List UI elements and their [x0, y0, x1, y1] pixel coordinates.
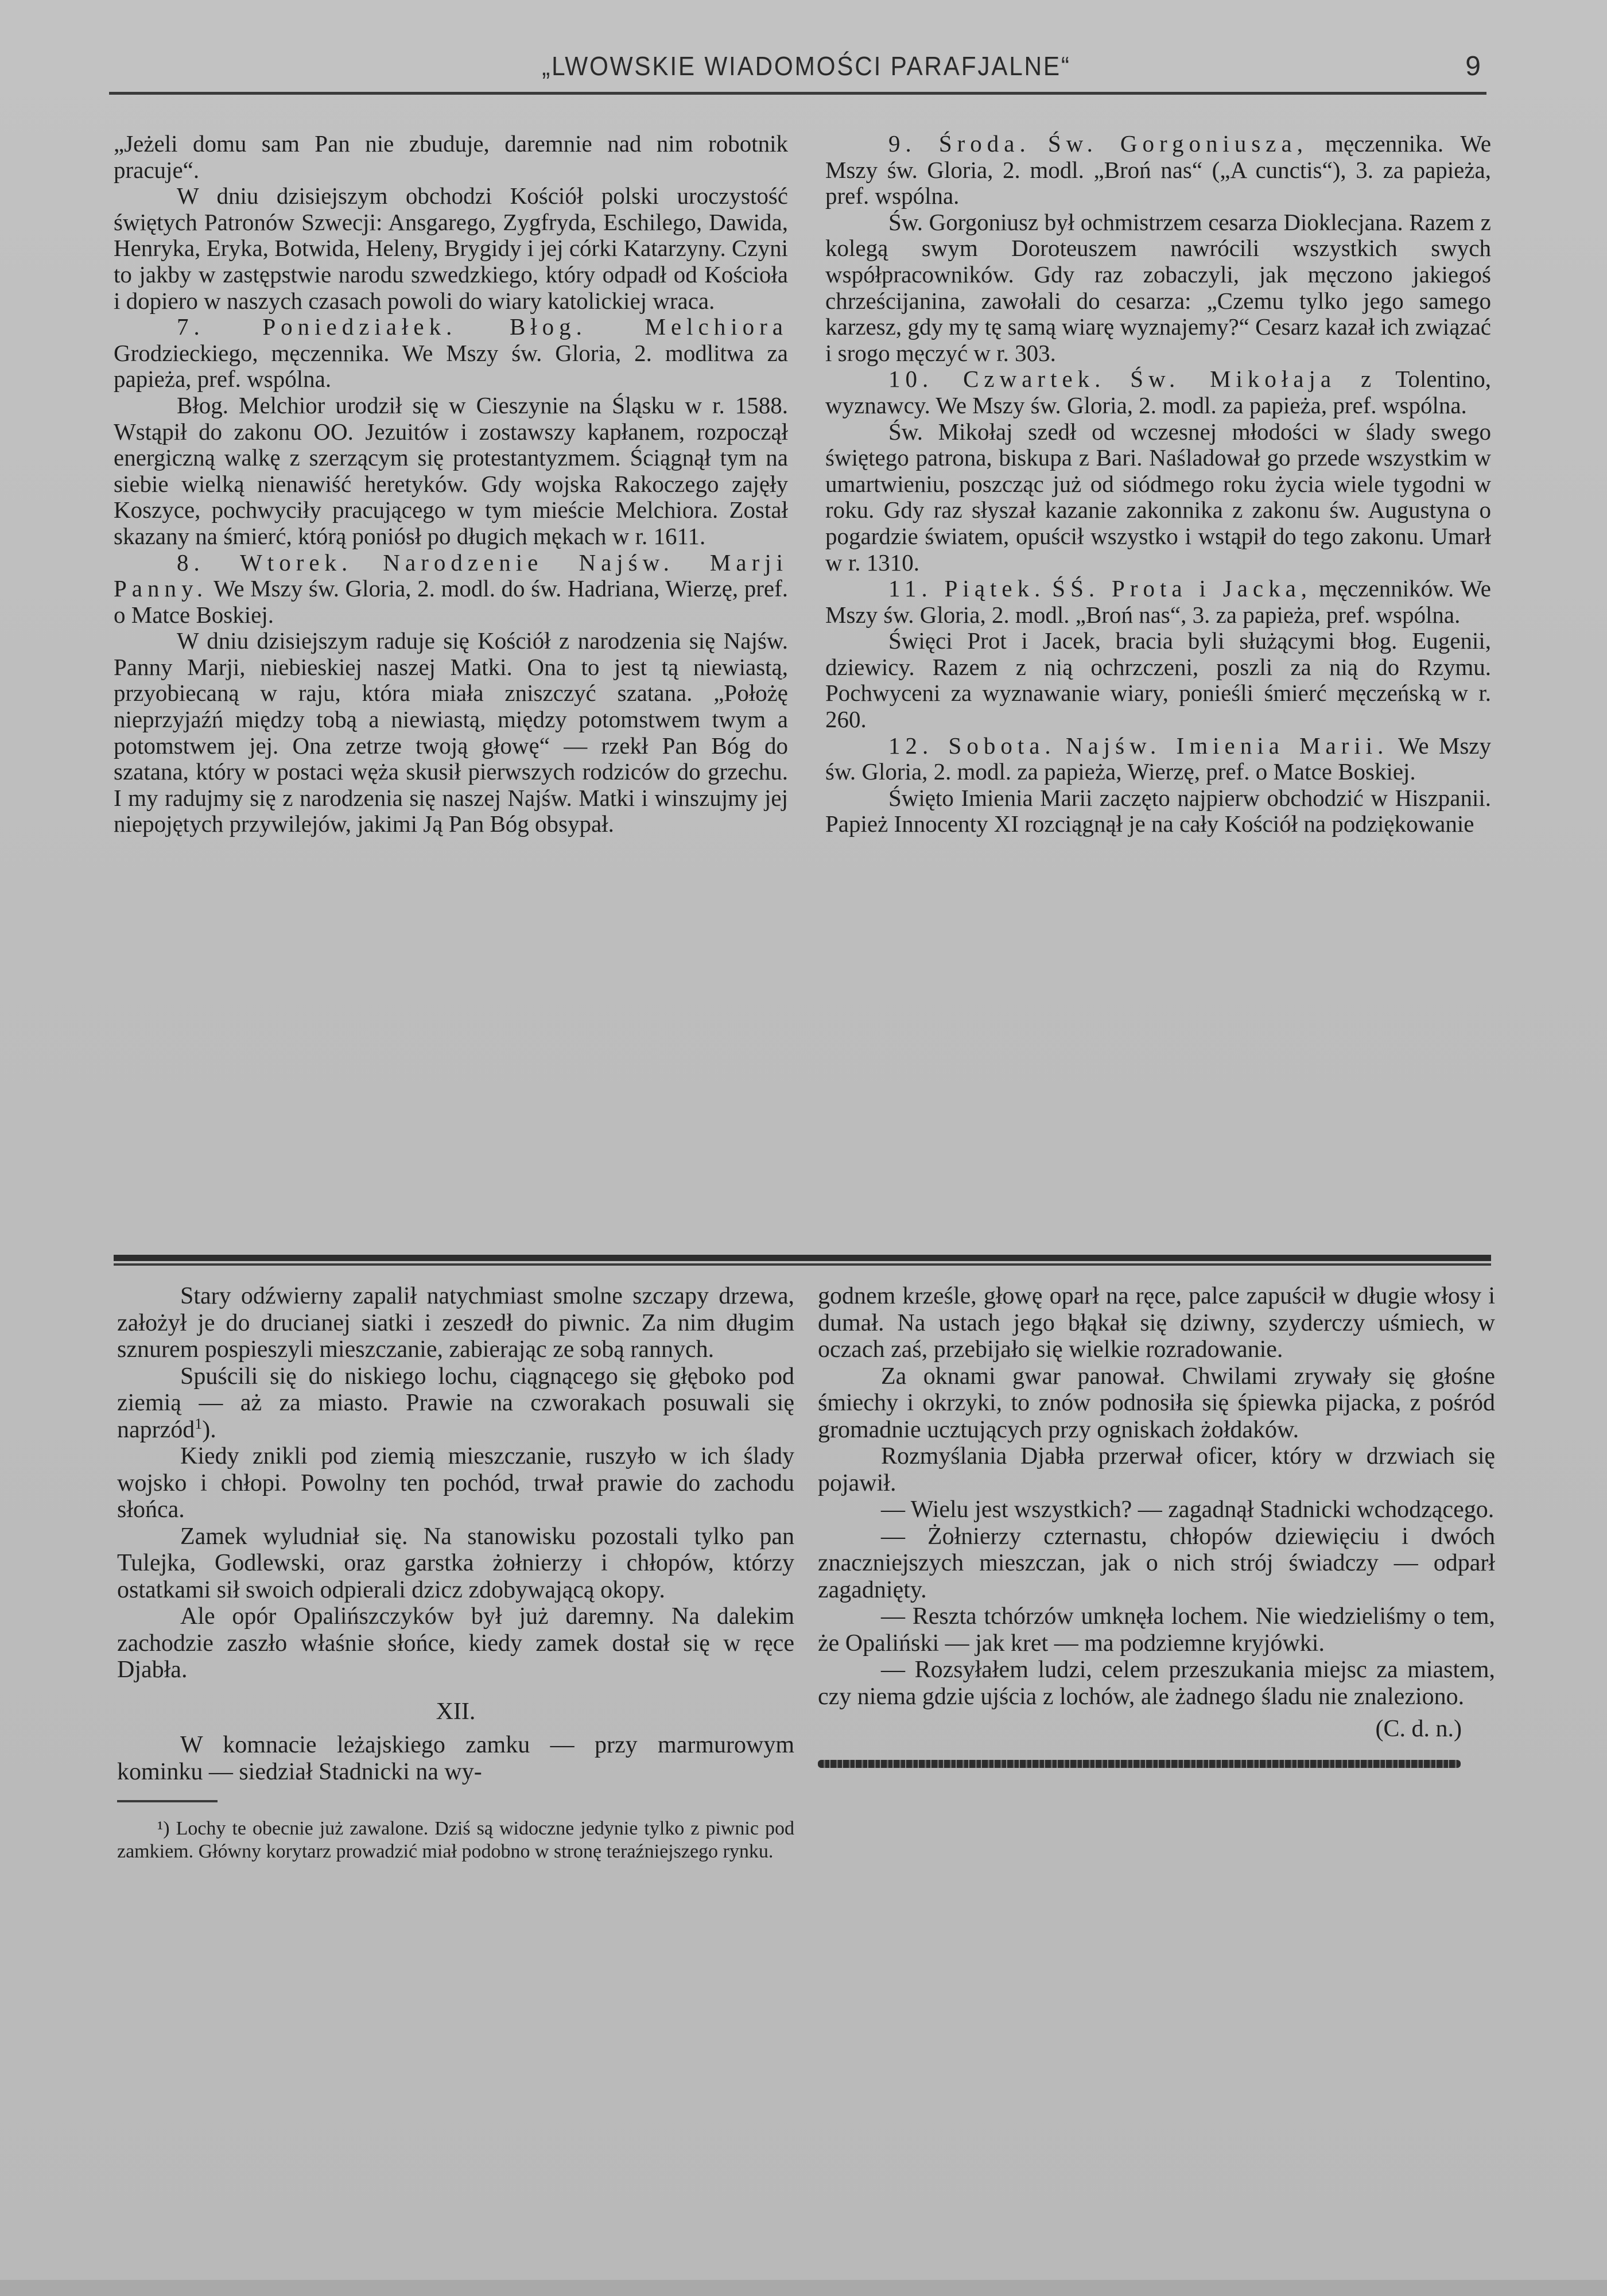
- entry-text: Grodzieckiego, męczennika. We Mszy św. Gloria, 2. modlitwa za papieża, pref. wspólna.: [114, 339, 788, 393]
- quote-paragraph: „Jeżeli domu sam Pan nie zbuduje, daremnie nad nim robotnik pracuje“.: [114, 130, 788, 183]
- feast-paragraph: W dniu dzisiejszym obchodzi Kościół polski uroczystość świętych Patronów Szwecji: Ansgarego, Zygfryda, Eschilego, Dawida, Henryka, Eryka, Botwida, Heleny, Brygidy i jej córki Katarzyny. Czyni to jakby w zastępstwie narodu szwedzkiego, który odpadł od Kościoła i dopiero w naszych czasach powoli do wiary katolickiej wraca.: [114, 183, 788, 314]
- publication-title: „LWOWSKIE WIADOMOŚCI PARAFJALNE“: [542, 51, 1071, 81]
- saint-label: Św. Mikołaja: [1130, 366, 1337, 393]
- dialogue-line: — Żołnierzy czternastu, chłopów dziewięciu i dwóch znaczniejszych mieszczan, jak o nich strój świadczy — odparł zagadnięty.: [818, 1523, 1495, 1603]
- story-right-column: [818, 1283, 1495, 1768]
- calendar-entry: [114, 550, 788, 629]
- day-label: 7. Poniedziałek.: [177, 313, 457, 340]
- saint-biography: Św. Mikołaj szedł od wczesnej młodości w ślady swego świętego patrona, biskupa z Bari. Naśladował go przede wszystkim w umartwieniu, poszcząc już od siódmego roku życia wiele tygodni w roku. Gdy raz słyszał kazanie zakonnika z zakonu św. Augustyna o pogardzie światem, opuścił wszystko i wstąpił do tego zakonu. Umarł w r. 1310.: [825, 418, 1491, 576]
- page-number: 9: [1465, 51, 1481, 82]
- ornamental-border: [818, 1760, 1461, 1768]
- footnote-rule: [117, 1800, 218, 1802]
- story-paragraph: Kiedy znikli pod ziemią mieszczanie, ruszyło w ich ślady wojsko i chłopi. Powolny ten pochód, trwał prawie do zachodu słońca.: [117, 1443, 794, 1523]
- calendar-left-column: [114, 131, 788, 837]
- calendar-entry: [825, 733, 1491, 785]
- to-be-continued: (C. d. n.): [1375, 1716, 1462, 1742]
- separator-thick-line: [114, 1255, 1491, 1261]
- dialogue-line: — Reszta tchórzów umknęła lochem. Nie wiedzieliśmy o tem, że Opaliński — jak kret — ma podziemne kryjówki.: [818, 1603, 1495, 1657]
- entry-text: We Mszy św. Gloria, 2. modl. za papieża, Wierzę, pref. o Matce Boskiej.: [825, 732, 1491, 785]
- footnote-body: Lochy te obecnie już zawalone. Dziś są widoczne jedynie tylko z piwnic pod zamkiem. Główny korytarz prowadzić miał podobno w stronę teraźniejszego rynku.: [117, 1818, 795, 1862]
- separator-thin-line: [114, 1263, 1491, 1266]
- entry-text: męczenników. We Mszy św. Gloria, 2. modl. „Broń nas“, 3. za papieża, pref. wspólna.: [825, 575, 1491, 628]
- calendar-entry: [825, 576, 1491, 628]
- saint-biography: Święci Prot i Jacek, bracia byli służącymi błog. Eugenii, dziewicy. Razem z nią ochrzczeni, poszli za nią do Rzymu. Pochwyceni za wyznawanie wiary, ponieśli śmierć męczeńską w r. 260.: [825, 627, 1491, 733]
- story-paragraph: Zamek wyludniał się. Na stanowisku pozostali tylko pan Tulejka, Godlewski, oraz garstka żołnierzy i chłopów, którzy ostatkami sił swoich odpierali dzicz zdobywającą okopy.: [117, 1523, 794, 1603]
- entry-text: z Tolentino, wyznawcy. We Mszy św. Gloria, 2. modl. za papieża, pref. wspólna.: [825, 366, 1492, 418]
- calendar-right-column: [825, 131, 1491, 837]
- calendar-entry: [114, 314, 788, 393]
- story-paragraph: Stary odźwierny zapalił natychmiast smolne szczapy drzewa, założył je do drucianej siatki i zeszedł do piwnic. Za nim długim sznurem pospieszyli mieszczanie, zabierając ze sobą rannych.: [117, 1283, 794, 1363]
- day-label: 8. Wtorek.: [177, 549, 353, 576]
- saint-label: Św. Gorgoniusza,: [1047, 130, 1308, 157]
- saint-biography: Św. Gorgoniusz był ochmistrzem cesarza Dioklecjana. Razem z kolegą swym Doroteuszem nawrócili wszystkich swych współpracowników. Gdy raz zobaczyli, jak męczono jakiegoś chrześcijanina, zawołali do cesarza: „Czemu tylko jego samego karzesz, gdy my tę samą wiarę wyznajemy?“ Cesarz kazał ich związać i srogo męczyć w r. 303.: [825, 208, 1491, 366]
- entry-text: We Mszy św. Gloria, 2. modl. do św. Hadriana, Wierzę, pref. o Matce Boskiej.: [114, 575, 788, 628]
- story-paragraph: Za oknami gwar panował. Chwilami zrywały się głośne śmiechy i okrzyki, to znów podnosiła się śpiewka pijacka, z pośród gromadnie ucztujących przy ogniskach żołdaków.: [818, 1363, 1495, 1443]
- story-paragraph: [117, 1363, 794, 1444]
- dialogue-line: — Rozsyłałem ludzi, celem przeszukania miejsc za miastem, czy niema gdzie ujścia z lochów, ale żadnego śladu nie znaleziono.: [818, 1657, 1495, 1710]
- paragraph-tail: ).: [202, 1416, 216, 1443]
- paragraph-text: Spuścili się do niskiego lochu, ciągnącego się głęboko pod ziemią — aż za miasto. Prawie na czworakach posuwali się naprzód: [117, 1363, 794, 1443]
- day-label: 12. Sobota.: [888, 732, 1056, 759]
- saint-label: Błog. Melchiora: [509, 313, 788, 340]
- feast-paragraph: W dniu dzisiejszym raduje się Kościół z narodzenia się Najśw. Panny Marji, niebieskiej naszej Matki. Ona to jest tą niewiastą, przyobiecaną w raju, która miała zniszczyć szatana. „Położę nieprzyjaźń między tobą a niewiastą, między potomstwem twym a potomstwem jej. Ona zetrze twoją głowę“ — rzekł Pan Bóg do szatana, który w postaci węża skusił pierwszych rodziców do grzechu. I my radujmy się z narodzenia się naszej Najśw. Matki i winszujmy jej niepojętych przywilejów, jakimi Ją Pan Bóg obsypał.: [114, 627, 788, 837]
- footnote-reference[interactable]: 1: [195, 1415, 203, 1432]
- footnote-text: [117, 1817, 794, 1863]
- chapter-heading: XII.: [436, 1698, 476, 1725]
- day-label: 10. Czwartek.: [888, 366, 1106, 393]
- day-label: 11. Piątek.: [888, 575, 1046, 602]
- dialogue-line: — Wielu jest wszystkich? — zagadnął Stadnicki wchodzącego.: [881, 1496, 1495, 1523]
- calendar-entry: [825, 131, 1491, 210]
- saint-biography: Błog. Melchior urodził się w Cieszynie na Śląsku w r. 1588. Wstąpił do zakonu OO. Jezuitów i zostawszy kapłanem, rozpoczął energiczną walkę z szerzącym się protestantyzmem. Ściągnął tym na siebie wielką nienawiść heretyków. Gdy wojska Rakoczego zajęły Koszyce, pochwyciły pracującego w tym mieście Melchiora. Został skazany na śmierć, którą poniósł po długich mękach w r. 1611.: [114, 391, 788, 549]
- story-paragraph: W komnacie leżajskiego zamku — przy marmurowym kominku — siedział Stadnicki na wy-: [117, 1732, 794, 1785]
- footnote-marker: ¹): [157, 1818, 170, 1839]
- footnote: [117, 1817, 794, 1863]
- story-paragraph: Ale opór Opalińszczyków był już daremny. Na dalekim zachodzie zaszło właśnie słońce, kiedy zamek dostał się w ręce Djabła.: [117, 1603, 794, 1683]
- saint-label: Narodzenie Najśw. Marji Panny.: [114, 549, 789, 602]
- header-rule: [109, 92, 1486, 95]
- entry-text: męczennika. We Mszy św. Gloria, 2. modl. „Broń nas“ („A cunctis“), 3. za papieża, pref. wspólna.: [825, 130, 1492, 210]
- saint-label: ŚŚ. Prota i Jacka,: [1052, 575, 1313, 602]
- page-header: [109, 51, 1486, 91]
- scan-edge: [0, 2280, 1607, 2296]
- story-paragraph: godnem krześle, głowę oparł na ręce, palce zapuścił w długie włosy i dumał. Na ustach jego błąkał się dziwny, szyderczy uśmiech, w oczach zaś, przebijało się wielkie rozradowanie.: [818, 1283, 1495, 1363]
- feast-paragraph: Święto Imienia Marii zaczęto najpierw obchodzić w Hiszpanii. Papież Innocenty XI rozciągnął je na cały Kościół na podziękowanie: [825, 784, 1491, 837]
- calendar-entry: [825, 366, 1491, 418]
- story-paragraph: Rozmyślania Djabła przerwał oficer, który w drzwiach się pojawił.: [818, 1443, 1495, 1496]
- saint-label: Najśw. Imienia Marii.: [1065, 732, 1389, 759]
- day-label: 9. Środa.: [888, 130, 1031, 157]
- story-left-column: [117, 1283, 794, 1863]
- section-separator-rule: [114, 1255, 1491, 1267]
